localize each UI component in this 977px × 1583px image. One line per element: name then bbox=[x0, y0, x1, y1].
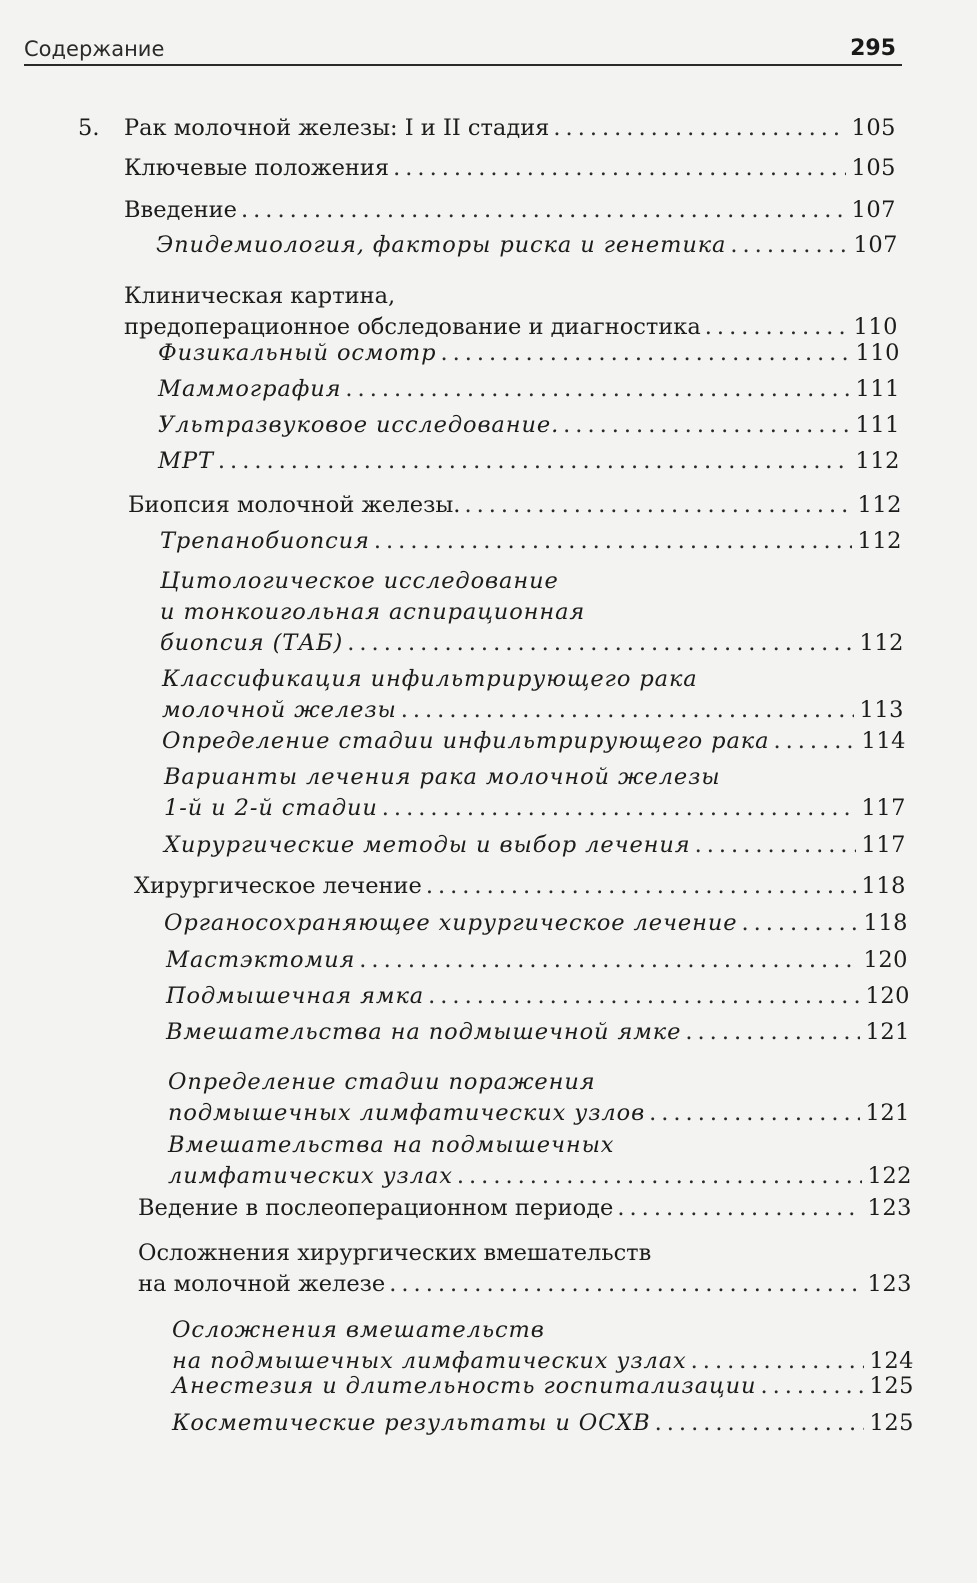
leader-dots bbox=[401, 695, 854, 726]
toc-entry-page: 105 bbox=[851, 155, 896, 181]
toc-subentry[interactable] bbox=[172, 1371, 914, 1402]
toc-entry-title-line: Классификация инфильтрирующего рака bbox=[162, 666, 698, 692]
toc-subentry[interactable] bbox=[158, 374, 900, 405]
toc-entry-line bbox=[164, 793, 906, 824]
toc-entry-page: 117 bbox=[861, 832, 906, 858]
toc-entry-title: Маммография bbox=[158, 376, 342, 402]
toc-subentry[interactable] bbox=[158, 446, 900, 477]
toc-subentry[interactable] bbox=[160, 526, 902, 557]
toc-entry-page: 125 bbox=[869, 1373, 914, 1399]
toc-entry-page: 112 bbox=[857, 528, 902, 554]
toc-entry-title: подмышечных лимфатических узлов bbox=[168, 1100, 646, 1126]
toc-subentry[interactable] bbox=[166, 1017, 910, 1048]
toc-entry-page: 125 bbox=[869, 1410, 914, 1436]
toc-subentry[interactable] bbox=[162, 726, 906, 757]
toc-entry-title: Ультразвуковое исследование. bbox=[158, 412, 560, 438]
toc-entry-line bbox=[124, 195, 896, 226]
toc-entry-page: 123 bbox=[867, 1195, 912, 1221]
toc-entry-title-line: Осложнения хирургических вмешательств bbox=[138, 1240, 652, 1266]
page-number: 295 bbox=[850, 36, 896, 61]
toc-subentry[interactable] bbox=[162, 664, 904, 726]
toc-entry-title: Ключевые положения bbox=[124, 155, 390, 181]
toc-entry-line bbox=[172, 1371, 914, 1402]
toc-subentry[interactable] bbox=[166, 945, 908, 976]
toc-entry-line bbox=[162, 726, 906, 757]
toc-subentry[interactable] bbox=[158, 410, 900, 441]
toc-entry-title: МРТ bbox=[158, 448, 214, 474]
toc-subentry[interactable] bbox=[160, 566, 904, 659]
toc-entry-title: Мастэктомия bbox=[166, 947, 356, 973]
chapter-number: 5. bbox=[78, 115, 100, 141]
toc-entry-page: 112 bbox=[859, 630, 904, 656]
toc-subentry[interactable] bbox=[172, 1408, 914, 1439]
toc-entry-title: 1-й и 2-й стадии bbox=[164, 795, 378, 821]
toc-entry-page: 120 bbox=[865, 983, 910, 1009]
toc-entry-title: на подмышечных лимфатических узлах bbox=[172, 1348, 687, 1374]
toc-entry-page: 113 bbox=[859, 697, 904, 723]
toc-entry-title: молочной железы bbox=[162, 697, 397, 723]
leader-dots bbox=[563, 410, 849, 441]
leader-dots bbox=[649, 1098, 859, 1129]
toc-entry-line bbox=[164, 908, 908, 939]
toc-entry[interactable] bbox=[124, 195, 896, 226]
toc-entry-page: 117 bbox=[861, 795, 906, 821]
toc-entry-title: Вмешательства на подмышечной ямке bbox=[166, 1019, 682, 1045]
toc-entry-page: 110 bbox=[853, 314, 898, 340]
toc-entry-title: Анестезия и длительность госпитализации bbox=[172, 1373, 757, 1399]
toc-entry-page: 118 bbox=[861, 873, 906, 899]
toc-entry-page: 112 bbox=[857, 492, 902, 518]
toc-entry-line bbox=[166, 1017, 910, 1048]
toc-entry-line bbox=[160, 526, 902, 557]
leader-dots bbox=[374, 526, 852, 557]
toc-entry-title-line: Вмешательства на подмышечных bbox=[168, 1132, 615, 1158]
toc-entry-page: 124 bbox=[869, 1348, 914, 1374]
toc-entry-title: Органосохраняющее хирургическое лечение bbox=[164, 910, 738, 936]
toc-entry[interactable] bbox=[128, 490, 902, 521]
toc-entry-title: Косметические результаты и ОСХВ bbox=[172, 1410, 651, 1436]
toc-entry-page: 111 bbox=[855, 412, 900, 438]
leader-dots bbox=[464, 490, 851, 521]
toc-entry-title-line: Осложнения вмешательств bbox=[172, 1317, 545, 1343]
toc-entry-title: Физикальный осмотр bbox=[158, 340, 437, 366]
toc-entry-page: 122 bbox=[867, 1163, 912, 1189]
toc-entry-line bbox=[158, 338, 900, 369]
leader-dots bbox=[347, 628, 853, 659]
toc-subentry[interactable] bbox=[172, 1315, 914, 1377]
toc-entry-line bbox=[124, 153, 896, 184]
toc-entry-title-line: Цитологическое исследование bbox=[160, 568, 559, 594]
toc-entry-page: 110 bbox=[855, 340, 900, 366]
toc-chapter-entry[interactable] bbox=[78, 113, 896, 144]
leader-dots bbox=[741, 908, 857, 939]
leader-dots bbox=[440, 338, 849, 369]
toc-entry-title: Биопсия молочной железы. bbox=[128, 492, 461, 518]
toc-entry-line bbox=[162, 695, 904, 726]
toc-entry-title: Подмышечная ямка bbox=[166, 983, 425, 1009]
toc-entry-line bbox=[168, 1161, 912, 1192]
toc-entry-line bbox=[138, 1193, 912, 1224]
leader-dots bbox=[553, 113, 845, 144]
toc-entry-page: 111 bbox=[855, 376, 900, 402]
leader-dots bbox=[382, 793, 856, 824]
toc-entry-line bbox=[172, 1408, 914, 1439]
leader-dots bbox=[695, 830, 856, 861]
toc-entry-title: Трепанобиопсия bbox=[160, 528, 370, 554]
toc-entry-page: 123 bbox=[867, 1271, 912, 1297]
toc-subentry[interactable] bbox=[166, 981, 910, 1012]
leader-dots bbox=[218, 446, 850, 477]
toc-entry[interactable] bbox=[138, 1193, 912, 1224]
leader-dots bbox=[359, 945, 857, 976]
leader-dots bbox=[685, 1017, 859, 1048]
running-title: Содержание bbox=[24, 37, 165, 61]
toc-entry-title: Эпидемиология, факторы риска и генетика bbox=[156, 232, 727, 258]
chapter-page: 105 bbox=[851, 115, 896, 141]
toc-entry-line bbox=[158, 374, 900, 405]
toc-subentry[interactable] bbox=[164, 830, 906, 861]
leader-dots bbox=[389, 1269, 861, 1300]
leader-dots bbox=[345, 374, 849, 405]
toc-entry-line bbox=[128, 490, 902, 521]
toc-entry-title-line: Варианты лечения рака молочной железы bbox=[164, 764, 721, 790]
leader-dots bbox=[241, 195, 846, 226]
toc-entry-line bbox=[168, 1098, 910, 1129]
leader-dots bbox=[426, 871, 856, 902]
leader-dots bbox=[393, 153, 845, 184]
toc-subentry[interactable] bbox=[164, 908, 908, 939]
toc-entry[interactable] bbox=[134, 871, 906, 902]
toc-subentry[interactable] bbox=[158, 338, 900, 369]
toc-entry-page: 107 bbox=[851, 197, 896, 223]
leader-dots bbox=[773, 726, 855, 757]
toc-entry-title: Хирургическое лечение bbox=[134, 873, 422, 899]
leader-dots bbox=[760, 1371, 863, 1402]
chapter-title: Рак молочной железы: I и II стадия bbox=[124, 115, 550, 141]
leader-dots bbox=[428, 981, 859, 1012]
toc-entry-title: биопсия (ТАБ) bbox=[160, 630, 344, 656]
toc-entry[interactable] bbox=[124, 281, 898, 343]
toc-entry-line bbox=[156, 230, 898, 261]
toc-entry-line bbox=[158, 410, 900, 441]
toc-entry-line bbox=[164, 830, 906, 861]
toc-entry-title: на молочной железе bbox=[138, 1271, 386, 1297]
leader-dots bbox=[730, 230, 847, 261]
leader-dots bbox=[457, 1161, 862, 1192]
toc-subentry[interactable] bbox=[168, 1067, 910, 1129]
toc-entry-line bbox=[160, 628, 904, 659]
toc-entry-line bbox=[166, 945, 908, 976]
toc-entry-title-line: Клиническая картина, bbox=[124, 283, 396, 309]
toc-entry-line bbox=[138, 1269, 912, 1300]
toc-subentry[interactable] bbox=[164, 762, 906, 824]
toc-entry-line bbox=[158, 446, 900, 477]
toc-entry-page: 114 bbox=[861, 728, 906, 754]
toc-entry[interactable] bbox=[124, 153, 896, 184]
toc-entry-title: предоперационное обследование и диагностика bbox=[124, 314, 701, 340]
toc-entry-title-line: и тонкоигольная аспирационная bbox=[160, 599, 586, 625]
toc-entry-title: лимфатических узлах bbox=[168, 1163, 453, 1189]
toc-entry-page: 120 bbox=[863, 947, 908, 973]
toc-entry-title: Определение стадии инфильтрирующего рака bbox=[162, 728, 770, 754]
toc-entry-line bbox=[124, 113, 896, 144]
toc-entry[interactable] bbox=[138, 1238, 912, 1300]
toc-entry-page: 121 bbox=[865, 1019, 910, 1045]
toc-entry-title: Ведение в послеоперационном периоде bbox=[138, 1195, 614, 1221]
toc-entry-title-line: Определение стадии поражения bbox=[168, 1069, 596, 1095]
toc-entry-page: 107 bbox=[853, 232, 898, 258]
toc-entry-title: Хирургические методы и выбор лечения bbox=[164, 832, 691, 858]
toc-entry-page: 121 bbox=[865, 1100, 910, 1126]
toc-subentry[interactable] bbox=[168, 1130, 912, 1192]
toc-entry-page: 112 bbox=[855, 448, 900, 474]
toc-entry-line bbox=[166, 981, 910, 1012]
toc-entry-line bbox=[134, 871, 906, 902]
toc-entry-title: Введение bbox=[124, 197, 237, 223]
leader-dots bbox=[655, 1408, 864, 1439]
leader-dots bbox=[617, 1193, 861, 1224]
toc-subentry[interactable] bbox=[156, 230, 898, 261]
toc-entry-page: 118 bbox=[863, 910, 908, 936]
